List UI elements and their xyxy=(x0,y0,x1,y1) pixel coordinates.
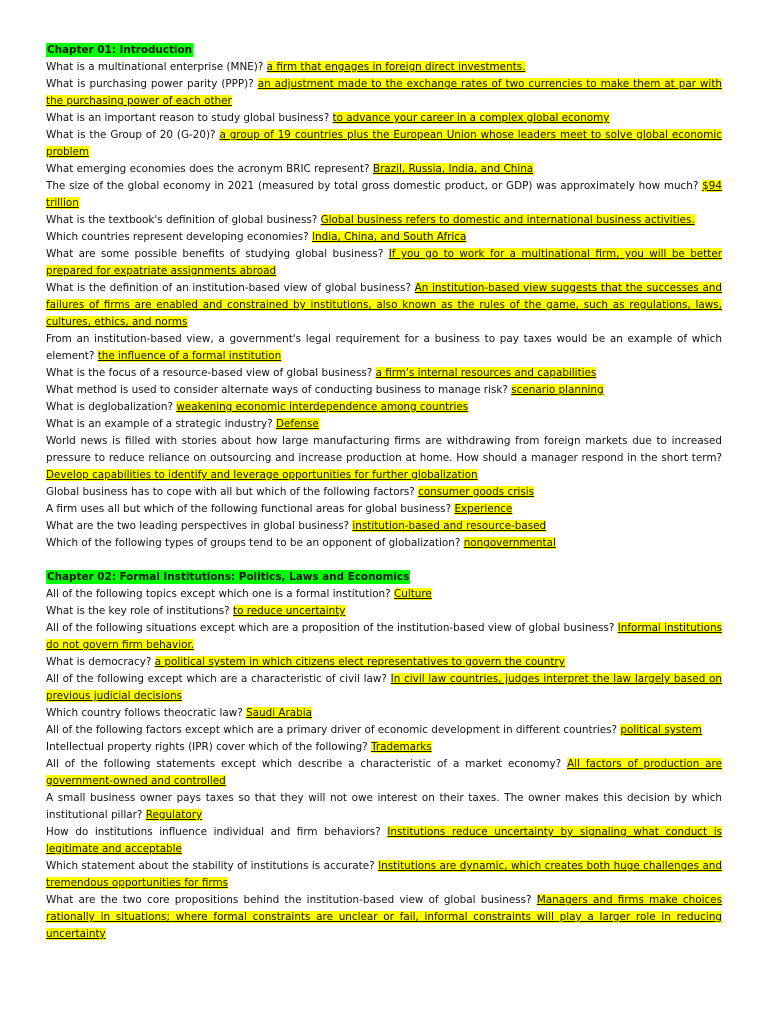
question: What is the focus of a resource-based view of global business? xyxy=(46,367,373,379)
answer: Institutions are dynamic, which creates both huge challenges and tremendous opportunities for firms xyxy=(46,860,722,889)
question: What is an example of a strategic industry? xyxy=(46,418,273,430)
qa-item xyxy=(46,365,722,382)
chapter-title: Chapter 02: Formal Institutions: Politics, Laws and Economics xyxy=(47,571,410,583)
answer: All factors of production are government-owned and controlled xyxy=(46,758,722,787)
qa-item xyxy=(46,59,722,76)
answer: If you go to work for a multinational firm, you will be better prepared for expatriate assignments abroad xyxy=(46,248,722,277)
answer: Defense xyxy=(275,418,319,430)
answer: consumer goods crisis xyxy=(418,486,535,498)
question: All of the following statements except which describe a characteristic of a market economy? xyxy=(46,758,562,770)
question: What is the key role of institutions? xyxy=(46,605,230,617)
question: Which statement about the stability of institutions is accurate? xyxy=(46,860,375,872)
question: All of the following except which are a characteristic of civil law? xyxy=(46,673,387,685)
question: Which country follows theocratic law? xyxy=(46,707,243,719)
answer: Institutions reduce uncertainty by signaling what conduct is legitimate and acceptable xyxy=(46,826,722,855)
answer: India, China, and South Africa xyxy=(311,231,467,243)
qa-item xyxy=(46,416,722,433)
question: Intellectual property rights (IPR) cover which of the following? xyxy=(46,741,368,753)
qa-item xyxy=(46,603,722,620)
qa-item xyxy=(46,161,722,178)
qa-item xyxy=(46,892,722,943)
question: What method is used to consider alternate ways of conducting business to manage risk? xyxy=(46,384,508,396)
answer: scenario planning xyxy=(511,384,604,396)
question: World news is filled with stories about how large manufacturing firms are withdrawing from foreign markets due to increased pressure to reduce reliance on outsourcing and increase production at home. How should a manager respond in the short term? xyxy=(46,435,722,464)
answer: Develop capabilities to identify and leverage opportunities for further globalization xyxy=(46,469,478,481)
qa-item xyxy=(46,518,722,535)
qa-item xyxy=(46,535,722,552)
question: What are the two leading perspectives in global business? xyxy=(46,520,350,532)
question: What emerging economies does the acronym BRIC represent? xyxy=(46,163,370,175)
qa-item xyxy=(46,722,722,739)
answer: to advance your career in a complex global economy xyxy=(332,112,610,124)
qa-item xyxy=(46,127,722,161)
answer: a firm that engages in foreign direct investments. xyxy=(266,61,526,73)
question: From an institution-based view, a government's legal requirement for a business to pay taxes would be an example of which element? xyxy=(46,333,722,362)
question: The size of the global economy in 2021 (measured by total gross domestic product, or GDP) was approximately how much? xyxy=(46,180,699,192)
answer: Managers and firms make choices rationally in situations; where formal constraints are unclear or fail, informal constraints will play a larger role in reducing uncertainty xyxy=(46,894,722,940)
question: A firm uses all but which of the following functional areas for global business? xyxy=(46,503,452,515)
answer: Experience xyxy=(454,503,513,515)
answer: a group of 19 countries plus the European Union whose leaders meet to solve global economic problem xyxy=(46,129,722,158)
document-page xyxy=(46,42,722,943)
answer: Global business refers to domestic and international business activities. xyxy=(320,214,695,226)
answer: An institution-based view suggests that the successes and failures of firms are enabled and constrained by institutions, also known as the rules of the game, such as regulations, laws, cultures, ethics, and norms xyxy=(46,282,722,328)
qa-item xyxy=(46,790,722,824)
answer: to reduce uncertainty xyxy=(233,605,346,617)
qa-item xyxy=(46,178,722,212)
question: What are some possible benefits of studying global business? xyxy=(46,248,384,260)
answer: $94 trillion xyxy=(46,180,722,209)
question: Which of the following types of groups tend to be an opponent of globalization? xyxy=(46,537,461,549)
qa-item xyxy=(46,620,722,654)
qa-item xyxy=(46,331,722,365)
qa-item xyxy=(46,399,722,416)
qa-item xyxy=(46,433,722,484)
answer: the influence of a formal institution xyxy=(97,350,282,362)
answer: Culture xyxy=(393,588,432,600)
question: What is purchasing power parity (PPP)? xyxy=(46,78,254,90)
answer: Trademarks xyxy=(371,741,432,753)
qa-item xyxy=(46,739,722,756)
qa-item xyxy=(46,824,722,858)
answer: Informal institutions do not govern firm behavior. xyxy=(46,622,722,651)
question: What are the two core propositions behind the institution-based view of global business? xyxy=(46,894,532,906)
qa-item xyxy=(46,858,722,892)
qa-item xyxy=(46,382,722,399)
qa-item xyxy=(46,654,722,671)
qa-item xyxy=(46,280,722,331)
question: What is democracy? xyxy=(46,656,152,668)
answer: weakening economic interdependence among countries xyxy=(176,401,469,413)
qa-item xyxy=(46,501,722,518)
question: Global business has to cope with all but which of the following factors? xyxy=(46,486,415,498)
answer: In civil law countries, judges interpret the law largely based on previous judicial decisions xyxy=(46,673,722,702)
question: All of the following factors except which are a primary driver of economic development in different countries? xyxy=(46,724,618,736)
qa-item xyxy=(46,484,722,501)
question: How do institutions influence individual and firm behaviors? xyxy=(46,826,381,838)
qa-item xyxy=(46,705,722,722)
qa-item xyxy=(46,756,722,790)
question: What is deglobalization? xyxy=(46,401,174,413)
question: All of the following topics except which one is a formal institution? xyxy=(46,588,391,600)
qa-item xyxy=(46,76,722,110)
qa-item xyxy=(46,671,722,705)
qa-item xyxy=(46,246,722,280)
question: What is an important reason to study global business? xyxy=(46,112,330,124)
question: What is the Group of 20 (G-20)? xyxy=(46,129,216,141)
answer: Saudi Arabia xyxy=(246,707,313,719)
answer: institution-based and resource-based xyxy=(352,520,547,532)
question: What is the definition of an institution-based view of global business? xyxy=(46,282,411,294)
answer: Brazil, Russia, India, and China xyxy=(372,163,534,175)
question: What is a multinational enterprise (MNE)? xyxy=(46,61,264,73)
qa-item xyxy=(46,586,722,603)
answer: nongovernmental xyxy=(463,537,556,549)
chapter-02 xyxy=(46,569,722,943)
answer: Regulatory xyxy=(145,809,203,821)
qa-item xyxy=(46,229,722,246)
question: What is the textbook's definition of global business? xyxy=(46,214,318,226)
answer: an adjustment made to the exchange rates of two currencies to make them at par with the purchasing power of each other xyxy=(46,78,722,107)
chapter-01 xyxy=(46,42,722,552)
qa-item xyxy=(46,110,722,127)
answer: political system xyxy=(620,724,702,736)
answer: a firm's internal resources and capabilities xyxy=(375,367,597,379)
question: All of the following situations except which are a proposition of the institution-based view of global business? xyxy=(46,622,615,634)
qa-item xyxy=(46,212,722,229)
answer: a political system in which citizens elect representatives to govern the country xyxy=(154,656,565,668)
question: A small business owner pays taxes so that they will not owe interest on their taxes. The owner makes this decision by which institutional pillar? xyxy=(46,792,722,821)
question: Which countries represent developing economies? xyxy=(46,231,309,243)
chapter-title: Chapter 01: Introduction xyxy=(47,44,193,56)
